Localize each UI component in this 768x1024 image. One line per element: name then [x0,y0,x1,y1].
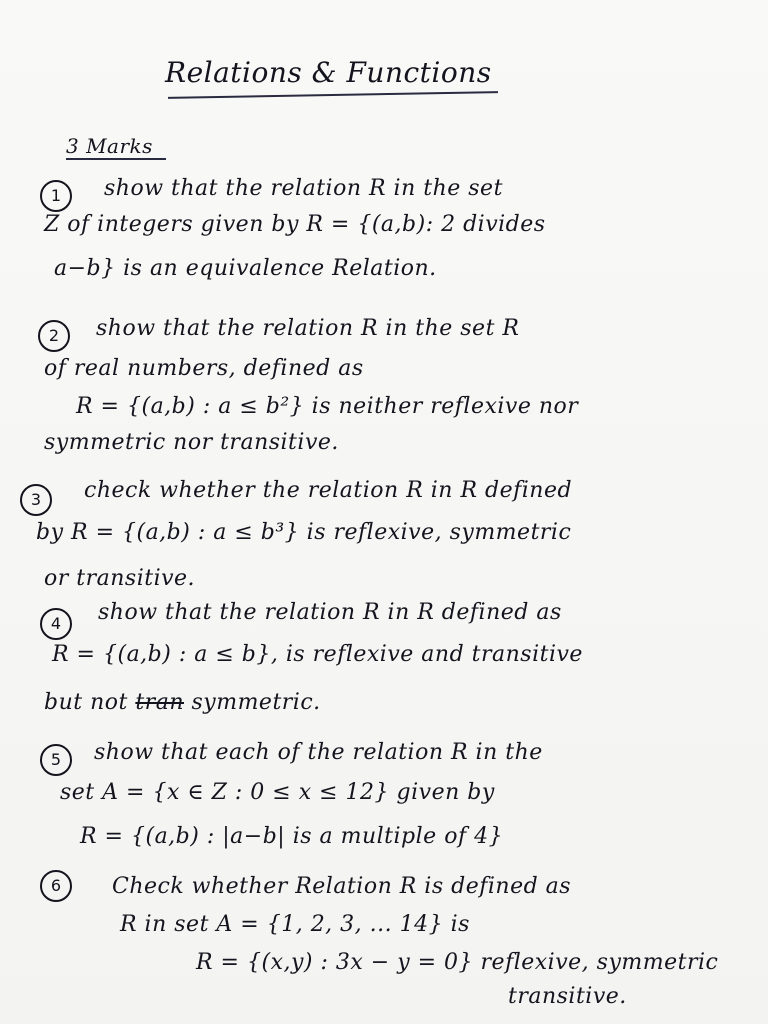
question-4-line-1: show that the relation R in R defined as [98,600,562,625]
question-number-badge: 3 [20,484,52,516]
question-6-line-4: transitive. [508,984,627,1009]
page-title: Relations & Functions [165,56,492,89]
question-5-line-2: set A = {x ∈ Z : 0 ≤ x ≤ 12} given by [60,780,495,805]
question-3-line-3: or transitive. [44,566,196,591]
section-underline [66,158,166,160]
question-number-badge: 5 [40,744,72,776]
question-3-line-1: check whether the relation R in R defined [84,478,573,503]
struck-word: tran [135,690,184,715]
question-2-line-3: R = {(a,b) : a ≤ b²} is neither reflexive nor [76,394,579,419]
question-4-line-3 [44,690,321,715]
question-5-line-3: R = {(a,b) : |a−b| is a multiple of 4} [80,824,504,849]
question-number-badge: 2 [38,320,70,352]
question-3-line-2: by R = {(a,b) : a ≤ b³} is reflexive, symmetric [36,520,572,545]
question-6-line-2: R in set A = {1, 2, 3, ... 14} is [120,912,470,937]
question-2-line-2: of real numbers, defined as [44,356,364,381]
question-1-line-1: show that the relation R in the set [104,176,503,201]
question-2-line-1: show that the relation R in the set R [96,316,520,341]
question-number-badge: 4 [40,608,72,640]
question-4-line-2: R = {(a,b) : a ≤ b}, is reflexive and transitive [52,642,583,667]
question-1-line-2: Z of integers given by R = {(a,b): 2 divides [44,212,546,237]
question-4-line-3-suffix: symmetric. [184,690,321,715]
question-1-line-3: a−b} is an equivalence Relation. [54,256,437,281]
question-6-line-1: Check whether Relation R is defined as [112,874,572,899]
question-number-badge: 1 [40,180,72,212]
question-4-line-3-prefix: but not [44,690,136,715]
section-heading: 3 Marks [66,134,153,158]
question-6-line-3: R = {(x,y) : 3x − y = 0} reflexive, symmetric [196,950,719,975]
question-5-line-1: show that each of the relation R in the [94,740,543,765]
question-2-line-4: symmetric nor transitive. [44,430,339,455]
question-number-badge: 6 [40,870,72,902]
